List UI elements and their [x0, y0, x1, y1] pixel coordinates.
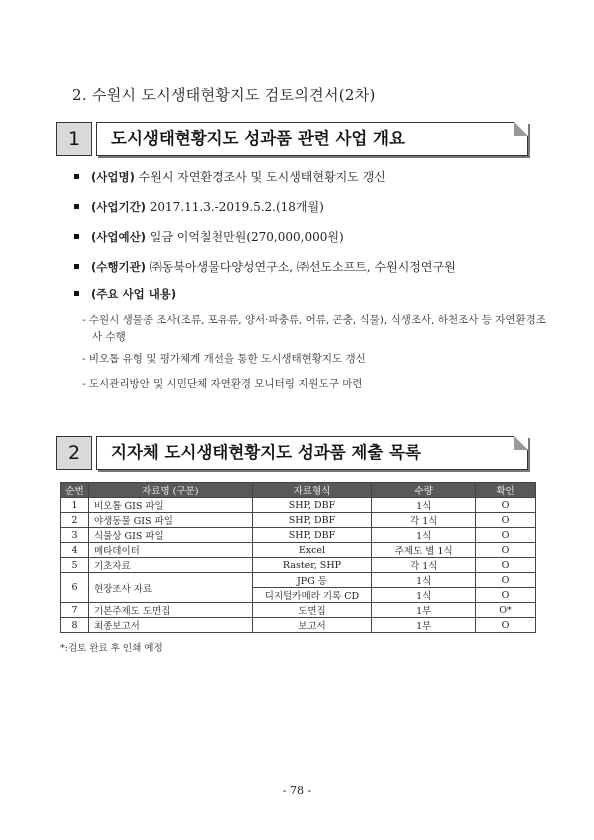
square-bullet-icon [74, 204, 79, 209]
overview-item: (수행기관) ㈜동북아생물다양성연구소, ㈜선도소프트, 수원시정연구원 [74, 258, 456, 275]
main-content-item: - 수원시 생물종 조사(조류, 포유류, 양서·파충류, 어류, 곤충, 식물), 식생조사, 하천조사 등 자연환경조사 수행 [82, 314, 546, 343]
table-row: 4 메타데이터 Excel 주제도 별 1식 O [61, 543, 536, 558]
column-header: 자료형식 [252, 483, 372, 498]
table-row: 5 기초자료 Raster, SHP 각 1식 O [61, 558, 536, 573]
section-1-title: 도시생태현황지도 성과품 관련 사업 개요 [111, 129, 405, 148]
column-header: 확인 [476, 483, 536, 498]
section-2-number: 2 [56, 436, 92, 470]
table-footnote: *:검토 완료 후 인쇄 예정 [60, 643, 163, 654]
square-bullet-icon [74, 174, 79, 179]
overview-item: (사업예산) 일금 이억칠천만원(270,000,000원) [74, 228, 344, 245]
table-header-row [61, 483, 536, 498]
table-row: 6 현장조사 자료 JPG 등 1식 O [61, 573, 536, 588]
main-content-item: - 비오톱 유형 및 평가체계 개선을 통한 도시생태현황지도 갱신 [82, 353, 366, 365]
page-fold-icon [514, 436, 528, 450]
submission-table [60, 482, 536, 633]
square-bullet-icon [74, 264, 79, 269]
table-row: 8 최종보고서 보고서 1부 O [61, 618, 536, 633]
table-row: 디지털카메라 기록 CD 1식 O [61, 588, 536, 603]
page-number: - 78 - [282, 784, 312, 797]
section-2-header [56, 436, 528, 470]
section-2-title: 지자체 도시생태현황지도 성과품 제출 목록 [111, 443, 421, 462]
section-1-number: 1 [56, 122, 92, 156]
overview-item: (주요 사업 내용) [74, 286, 176, 302]
overview-item: (사업기간) 2017.11.3.-2019.5.2.(18개월) [74, 198, 324, 215]
page-fold-icon [514, 122, 528, 136]
column-header: 순번 [61, 483, 89, 498]
section-1-header [56, 122, 528, 156]
table-row: 3 식물상 GIS 파일 SHP, DBF 1식 O [61, 528, 536, 543]
column-header: 수량 [372, 483, 476, 498]
square-bullet-icon [74, 234, 79, 239]
table-row: 1 비오톱 GIS 파일 SHP, DBF 1식 O [61, 498, 536, 513]
section-1-title-box [96, 122, 528, 156]
table-row: 2 야생동물 GIS 파일 SHP, DBF 각 1식 O [61, 513, 536, 528]
column-header: 자료명 (구분) [88, 483, 252, 498]
main-content-item: - 도시관리방안 및 시민단체 자연환경 모니터링 지원도구 마련 [82, 378, 363, 390]
document-title: 2. 수원시 도시생태현황지도 검토의견서(2차) [72, 86, 376, 104]
overview-item: (사업명) 수원시 자연환경조사 및 도시생태현황지도 갱신 [74, 168, 386, 185]
table-row: 7 기본주제도 도면집 도면집 1부 O* [61, 603, 536, 618]
section-2-title-box [96, 436, 528, 470]
square-bullet-icon [74, 291, 79, 296]
